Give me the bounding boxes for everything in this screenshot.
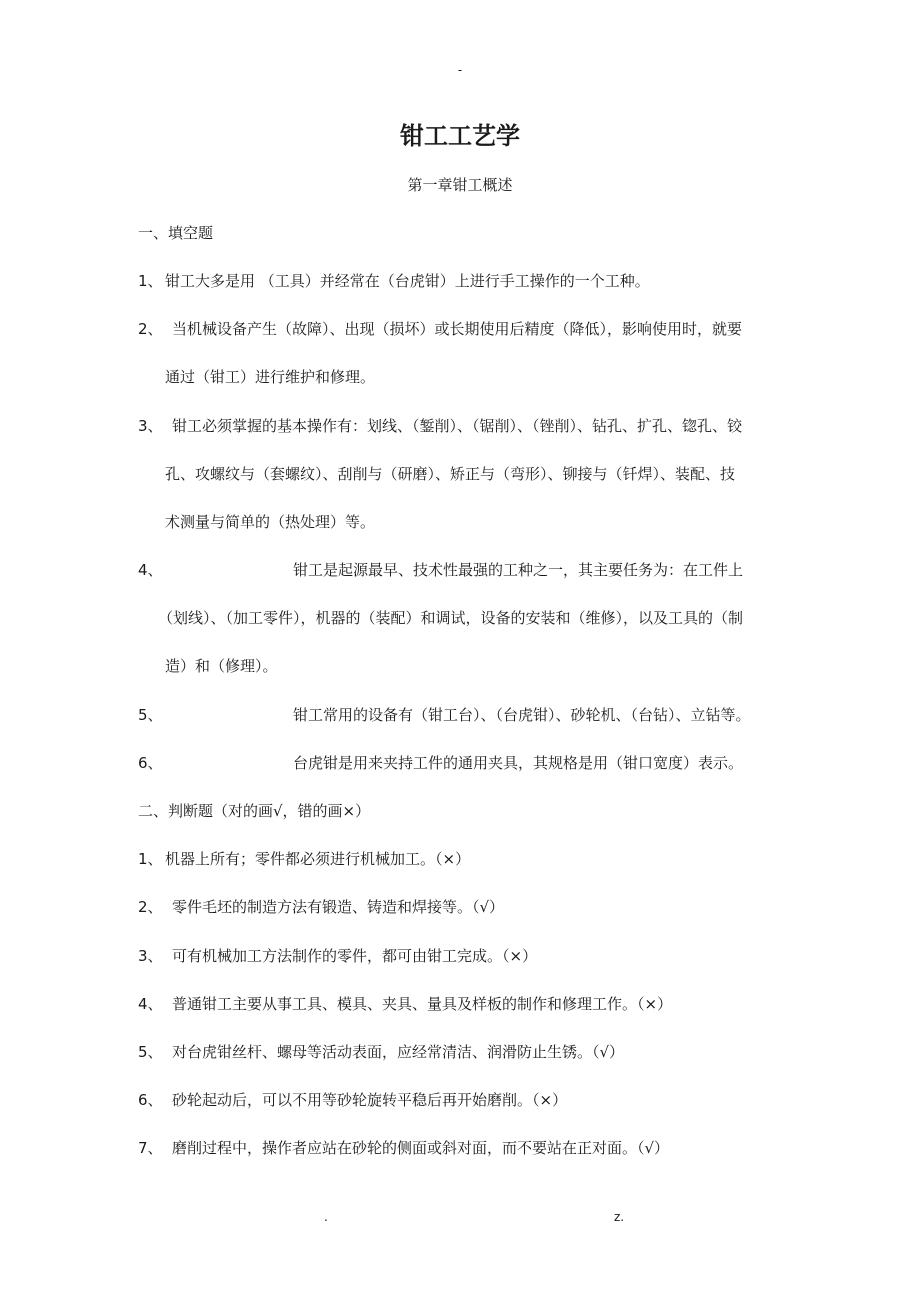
question-text: 台虎钳是用来夹持工件的通用夹具，其规格是用（钳口宽度）表示。: [293, 754, 744, 772]
footer-mark-right: z.: [614, 1210, 625, 1224]
question-number: 2、: [138, 898, 163, 916]
question-number: 1、: [138, 850, 163, 868]
question-text: 钳工大多是用 （工具）并经常在（台虎钳）上进行手工操作的一个工种。: [165, 272, 650, 290]
question-text: 零件毛坯的制造方法有锻造、铸造和焊接等。（√）: [172, 898, 505, 916]
question-text-continued: （划线）、（加工零件），机器的（装配）和调试，设备的安装和（维修），以及工具的（制: [158, 609, 744, 627]
document-title: 钳工工艺学: [400, 122, 520, 150]
question-number: 6、: [138, 1091, 163, 1109]
question-number: 5、: [138, 1043, 163, 1061]
question-number: 1、: [138, 272, 163, 290]
question-text-continued: 孔、攻螺纹与（套螺纹）、刮削与（研磨）、矫正与（弯形）、铆接与（钎焊）、装配、技: [165, 465, 736, 483]
question-text: 当机械设备产生（故障）、出现（损坏）或长期使用后精度（降低），影响使用时，就要: [172, 320, 743, 338]
section-heading-true-false: 二、判断题（对的画√，错的画×）: [138, 802, 371, 820]
question-text: 钳工是起源最早、技术性最强的工种之一，其主要任务为：在工件上: [293, 561, 744, 579]
question-text: 机器上所有；零件都必须进行机械加工。（×）: [165, 850, 471, 868]
question-text: 可有机械加工方法制作的零件，都可由钳工完成。（×）: [172, 947, 538, 965]
question-number: 4、: [138, 561, 163, 579]
question-number: 3、: [138, 947, 163, 965]
question-text-continued: 通过（钳工）进行维护和修理。: [165, 368, 376, 386]
question-text-continued: 造）和（修理）。: [165, 657, 278, 675]
question-number: 2、: [138, 320, 163, 338]
chapter-subtitle: 第一章钳工概述: [407, 176, 513, 194]
question-number: 7、: [138, 1139, 163, 1157]
header-mark: -: [457, 63, 463, 77]
footer-mark-left: .: [324, 1210, 328, 1224]
question-number: 6、: [138, 754, 163, 772]
question-number: 4、: [138, 995, 163, 1013]
question-text: 钳工必须掌握的基本操作有：划线、（錾削）、（锯削）、（锉削）、钻孔、扩孔、锪孔、铰: [172, 417, 743, 435]
question-text: 磨削过程中，操作者应站在砂轮的侧面或斜对面，而不要站在正对面。（√）: [172, 1139, 670, 1157]
question-text: 普通钳工主要从事工具、模具、夹具、量具及样板的制作和修理工作。（×）: [172, 995, 673, 1013]
question-number: 3、: [138, 417, 163, 435]
section-heading-fill-blank: 一、填空题: [138, 224, 214, 242]
question-text: 砂轮起动后，可以不用等砂轮旋转平稳后再开始磨削。（×）: [172, 1091, 568, 1109]
question-text: 对台虎钳丝杆、螺母等活动表面，应经常清洁、润滑防止生锈。（√）: [172, 1043, 625, 1061]
question-text: 钳工常用的设备有（钳工台）、（台虎钳）、砂轮机、（台钻）、立钻等。: [293, 706, 751, 724]
question-text-continued: 术测量与简单的（热处理）等。: [165, 513, 376, 531]
question-number: 5、: [138, 706, 163, 724]
